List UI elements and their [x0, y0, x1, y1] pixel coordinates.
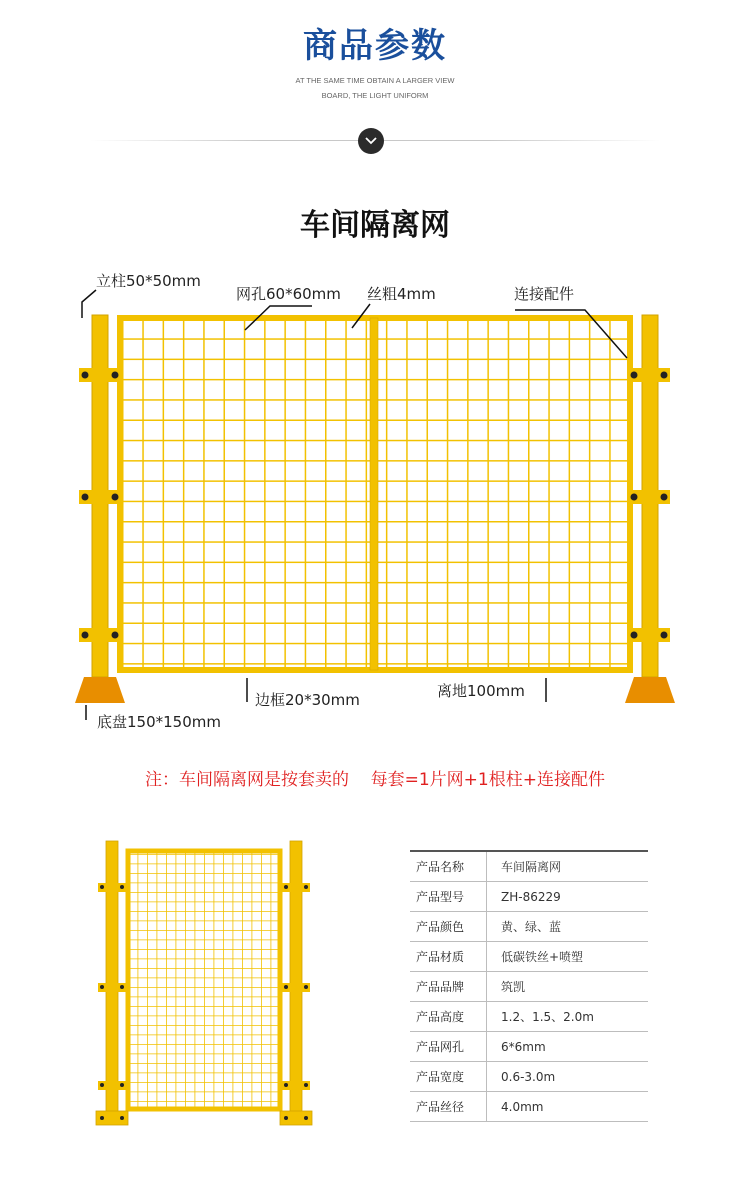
- spec-value: 低碳铁丝+喷塑: [487, 942, 649, 972]
- spec-value: 6*6mm: [487, 1032, 649, 1062]
- spec-table: [410, 850, 648, 1122]
- spec-key: 产品宽度: [410, 1062, 487, 1092]
- spec-value: 车间隔离网: [487, 851, 649, 882]
- spec-value: ZH-86229: [487, 882, 649, 912]
- callout-frame: 边框20*30mm: [255, 691, 360, 709]
- sale-note: 注：车间隔离网是按套卖的 每套=1片网+1根柱+连接配件: [145, 770, 605, 790]
- small-post-left: [96, 841, 128, 1125]
- fence-mesh-panel: [120, 318, 630, 670]
- spec-value: 0.6-3.0m: [487, 1062, 649, 1092]
- spec-value: 4.0mm: [487, 1092, 649, 1122]
- spec-row: [410, 1062, 648, 1092]
- callout-wire: 丝粗4mm: [367, 285, 436, 303]
- callout-connector: 连接配件: [514, 285, 575, 303]
- section-subtitle-line1: AT THE SAME TIME OBTAIN A LARGER VIEW: [295, 76, 455, 85]
- spec-key: 产品高度: [410, 1002, 487, 1032]
- callout-mesh: 网孔60*60mm: [236, 285, 341, 303]
- spec-value: 黄、绿、蓝: [487, 912, 649, 942]
- small-post-right: [280, 841, 312, 1125]
- spec-key: 产品名称: [410, 851, 487, 882]
- spec-value: 1.2、1.5、2.0m: [487, 1002, 649, 1032]
- section-title: 商品参数: [303, 26, 447, 66]
- callout-base: 底盘150*150mm: [97, 713, 221, 731]
- spec-value: 筑凯: [487, 972, 649, 1002]
- spec-row: [410, 942, 648, 972]
- spec-row: [410, 1092, 648, 1122]
- section-subtitle-line2: BOARD, THE LIGHT UNIFORM: [321, 91, 429, 100]
- spec-row: [410, 912, 648, 942]
- spec-key: 产品品牌: [410, 972, 487, 1002]
- callout-ground: 离地100mm: [437, 682, 525, 700]
- fence-product-image: [90, 835, 320, 1135]
- spec-key: 产品网孔: [410, 1032, 487, 1062]
- spec-key: 产品颜色: [410, 912, 487, 942]
- spec-key: 产品材质: [410, 942, 487, 972]
- spec-row: [410, 851, 648, 882]
- spec-row: [410, 1002, 648, 1032]
- callout-post: 立柱50*50mm: [96, 272, 201, 290]
- spec-row: [410, 1032, 648, 1062]
- spec-row: [410, 882, 648, 912]
- spec-key: 产品丝径: [410, 1092, 487, 1122]
- spec-row: [410, 972, 648, 1002]
- product-title: 车间隔离网: [300, 208, 450, 243]
- spec-key: 产品型号: [410, 882, 487, 912]
